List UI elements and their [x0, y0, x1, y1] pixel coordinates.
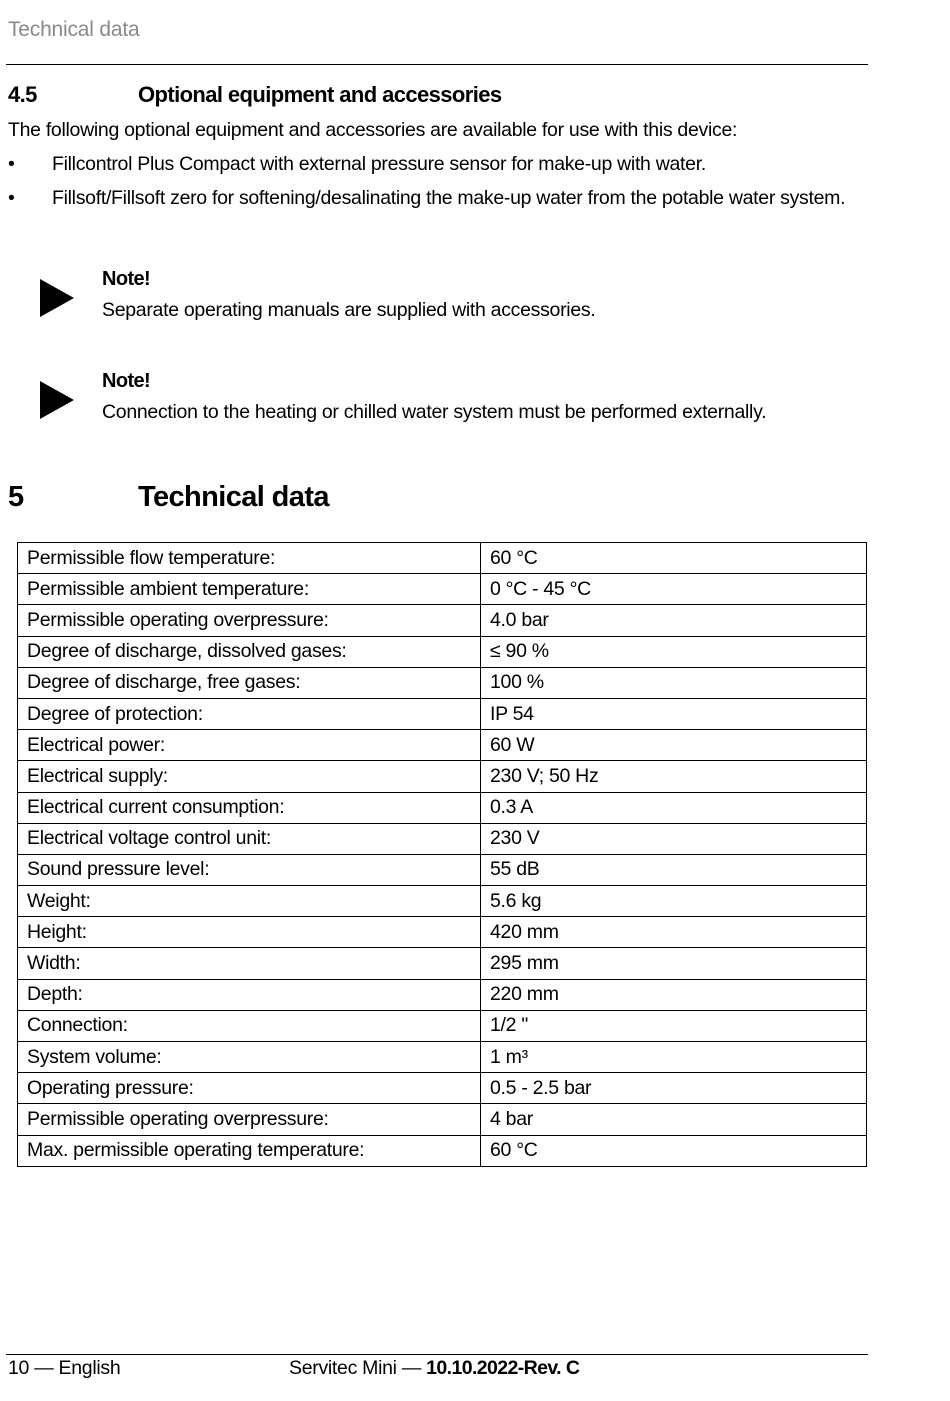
spec-label: Sound pressure level:: [18, 854, 481, 885]
bullet-icon: •: [8, 187, 15, 209]
technical-data-table: [17, 542, 867, 1167]
section-number: 5: [8, 481, 24, 513]
spec-value: 100 %: [481, 667, 867, 698]
spec-label: Permissible operating overpressure:: [18, 1104, 481, 1135]
spec-value: 4.0 bar: [481, 605, 867, 636]
spec-value: IP 54: [481, 698, 867, 729]
spec-value: 60 °C: [481, 1135, 867, 1166]
table-row: [18, 574, 867, 605]
spec-value: 220 mm: [481, 979, 867, 1010]
footer-language: English: [58, 1357, 121, 1379]
footer-page-info: [8, 1357, 120, 1380]
spec-value: 0.5 - 2.5 bar: [481, 1073, 867, 1104]
running-header: Technical data: [8, 18, 140, 41]
spec-label: Depth:: [18, 979, 481, 1010]
section-title: Optional equipment and accessories: [138, 82, 502, 107]
footer-product: Servitec Mini: [289, 1357, 397, 1379]
spec-label: Degree of protection:: [18, 698, 481, 729]
spec-label: Operating pressure:: [18, 1073, 481, 1104]
spec-value: 55 dB: [481, 854, 867, 885]
spec-value: 0.3 A: [481, 792, 867, 823]
note-accessories-manuals: [40, 266, 870, 336]
bullet-icon: •: [8, 153, 15, 175]
spec-value: 230 V; 50 Hz: [481, 761, 867, 792]
list-item: [8, 151, 868, 178]
header-rule: [6, 64, 868, 65]
footer-revision: 10.10.2022-Rev. C: [426, 1357, 580, 1379]
table-row: [18, 1104, 867, 1135]
spec-value: 4 bar: [481, 1104, 867, 1135]
table-row: [18, 1073, 867, 1104]
spec-label: Permissible ambient temperature:: [18, 574, 481, 605]
table-row: [18, 1135, 867, 1166]
accessories-list: [8, 151, 868, 219]
table-row: [18, 1010, 867, 1041]
table-row: [18, 1042, 867, 1073]
spec-value: 0 °C - 45 °C: [481, 574, 867, 605]
note-arrow-icon: [40, 381, 74, 419]
spec-label: Permissible operating overpressure:: [18, 605, 481, 636]
spec-label: Max. permissible operating temperature:: [18, 1135, 481, 1166]
table-row: [18, 823, 867, 854]
table-row: [18, 605, 867, 636]
footer-separator: —: [401, 1357, 422, 1379]
note-title: Note!: [102, 268, 151, 290]
spec-label: Electrical supply:: [18, 761, 481, 792]
table-row: [18, 636, 867, 667]
table-row: [18, 667, 867, 698]
section-number: 4.5: [8, 82, 37, 107]
list-item: [8, 185, 868, 212]
table-row: [18, 917, 867, 948]
spec-value: 1 m³: [481, 1042, 867, 1073]
spec-label: System volume:: [18, 1042, 481, 1073]
list-item-text: Fillcontrol Plus Compact with external pressure sensor for make-up with water.: [52, 153, 706, 175]
spec-label: Width:: [18, 948, 481, 979]
spec-label: Electrical power:: [18, 730, 481, 761]
section-title: Technical data: [138, 481, 329, 513]
section-heading-4-5: [8, 82, 808, 110]
spec-value: 5.6 kg: [481, 886, 867, 917]
note-text: Connection to the heating or chilled water system must be performed externally.: [102, 401, 767, 423]
footer-separator: —: [34, 1357, 54, 1379]
table-row: [18, 730, 867, 761]
spec-value: 295 mm: [481, 948, 867, 979]
table-row: [18, 792, 867, 823]
spec-value: 230 V: [481, 823, 867, 854]
intro-paragraph: The following optional equipment and accessories are available for use with this device:: [8, 119, 738, 141]
table-row: [18, 854, 867, 885]
spec-value: 1/2 ": [481, 1010, 867, 1041]
spec-label: Degree of discharge, dissolved gases:: [18, 636, 481, 667]
spec-label: Degree of discharge, free gases:: [18, 667, 481, 698]
spec-value: 60 °C: [481, 543, 867, 574]
spec-value: ≤ 90 %: [481, 636, 867, 667]
note-external-connection: [40, 368, 870, 438]
section-heading-5: [8, 481, 808, 519]
spec-label: Electrical current consumption:: [18, 792, 481, 823]
footer-rule: [6, 1354, 868, 1355]
table-row: [18, 698, 867, 729]
spec-value: 60 W: [481, 730, 867, 761]
page-number: 10: [8, 1357, 30, 1379]
spec-value: 420 mm: [481, 917, 867, 948]
spec-label: Height:: [18, 917, 481, 948]
spec-label: Weight:: [18, 886, 481, 917]
spec-label: Electrical voltage control unit:: [18, 823, 481, 854]
list-item-text: Fillsoft/Fillsoft zero for softening/desalinating the make-up water from the potable water system.: [52, 187, 846, 209]
spec-label: Connection:: [18, 1010, 481, 1041]
spec-label: Permissible flow temperature:: [18, 543, 481, 574]
table-row: [18, 979, 867, 1010]
note-text: Separate operating manuals are supplied with accessories.: [102, 299, 596, 321]
table-row: [18, 543, 867, 574]
note-title: Note!: [102, 370, 151, 392]
table-row: [18, 948, 867, 979]
note-arrow-icon: [40, 279, 74, 317]
table-row: [18, 886, 867, 917]
footer-document-info: [289, 1357, 579, 1380]
table-row: [18, 761, 867, 792]
